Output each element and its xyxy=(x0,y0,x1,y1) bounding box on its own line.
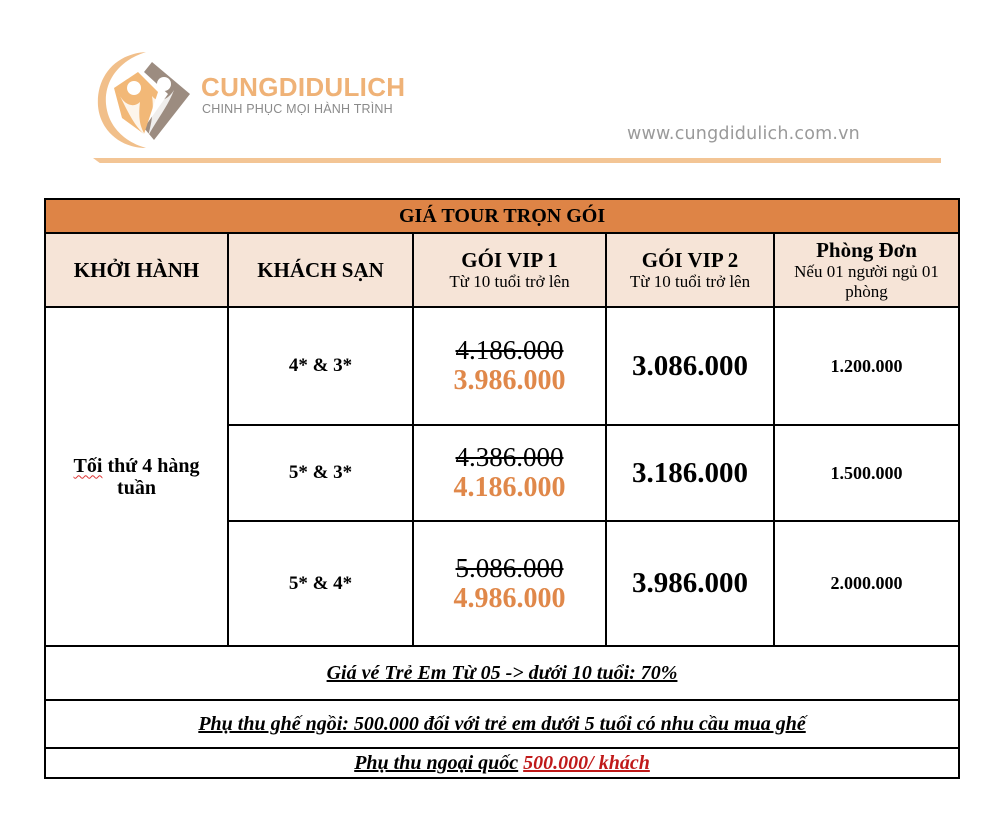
departure-first-word: Tối xyxy=(73,454,103,477)
note-row-child xyxy=(45,646,959,700)
column-header-sub: Từ 10 tuổi trở lên xyxy=(449,272,570,291)
logo-icon xyxy=(94,48,194,152)
vip1-new-price: 3.986.000 xyxy=(453,365,566,396)
vip1-price-cell xyxy=(413,521,606,646)
column-header-vip1 xyxy=(413,233,606,307)
single-room-price-cell: 1.500.000 xyxy=(774,425,959,521)
departure-rest: thứ 4 hàng tuần xyxy=(107,454,200,499)
vip1-old-price: 5.086.000 xyxy=(455,552,564,583)
note-child-price: Giá vé Trẻ Em Từ 05 -> dưới 10 tuổi: 70% xyxy=(326,661,678,684)
vip1-new-price: 4.186.000 xyxy=(453,472,566,503)
vip1-price-cell xyxy=(413,425,606,521)
column-header-vip2 xyxy=(606,233,774,307)
brand-tagline: CHINH PHỤC MỌI HÀNH TRÌNH xyxy=(202,102,393,116)
column-header-sub: Từ 10 tuổi trở lên xyxy=(629,272,751,291)
table-row xyxy=(45,307,959,425)
brand-name: CUNGDIDULICH xyxy=(201,72,406,102)
column-header-hotel xyxy=(228,233,413,307)
note-seat-surcharge: Phụ thu ghế ngồi: 500.000 đối với trẻ em dưới 5 tuổi có nhu cầu mua ghế xyxy=(198,712,806,735)
note-foreign-label: Phụ thu ngoại quốc xyxy=(354,751,519,774)
table-header-row xyxy=(45,233,959,307)
vip1-price-cell xyxy=(413,307,606,425)
note-row-foreign xyxy=(45,748,959,778)
departure-cell xyxy=(45,307,228,646)
people-celebrating-logo-icon xyxy=(94,48,194,152)
column-header-label: GÓI VIP 2 xyxy=(641,248,739,272)
vip2-price-cell: 3.986.000 xyxy=(606,521,774,646)
hotel-cell: 5* & 4* xyxy=(228,521,413,646)
vip1-new-price: 4.986.000 xyxy=(453,582,566,614)
single-room-price-cell: 1.200.000 xyxy=(774,307,959,425)
column-header-label: KHÁCH SẠN xyxy=(257,258,384,282)
vip1-old-price: 4.186.000 xyxy=(455,335,564,365)
hotel-cell: 4* & 3* xyxy=(228,307,413,425)
vip1-old-price: 4.386.000 xyxy=(455,442,564,472)
note-row-seat xyxy=(45,700,959,748)
website-url[interactable]: www.cungdidulich.com.vn xyxy=(627,124,860,144)
column-header-label: Phòng Đơn xyxy=(816,238,917,262)
vip2-price-cell: 3.186.000 xyxy=(606,425,774,521)
column-header-departure xyxy=(45,233,228,307)
column-header-label: GÓI VIP 1 xyxy=(461,248,558,272)
hotel-cell: 5* & 3* xyxy=(228,425,413,521)
column-header-label: KHỞI HÀNH xyxy=(73,258,200,282)
single-room-price-cell: 2.000.000 xyxy=(774,521,959,646)
note-foreign-value: 500.000/ khách xyxy=(523,751,650,774)
header-divider xyxy=(93,158,941,163)
column-header-single-room xyxy=(774,233,959,307)
vip2-price-cell: 3.086.000 xyxy=(606,307,774,425)
tour-price-table xyxy=(44,198,960,779)
column-header-sub: Nếu 01 người ngủ 01 phòng xyxy=(794,262,939,301)
table-title: GIÁ TOUR TRỌN GÓI xyxy=(45,199,959,233)
table-title-row xyxy=(45,199,959,233)
